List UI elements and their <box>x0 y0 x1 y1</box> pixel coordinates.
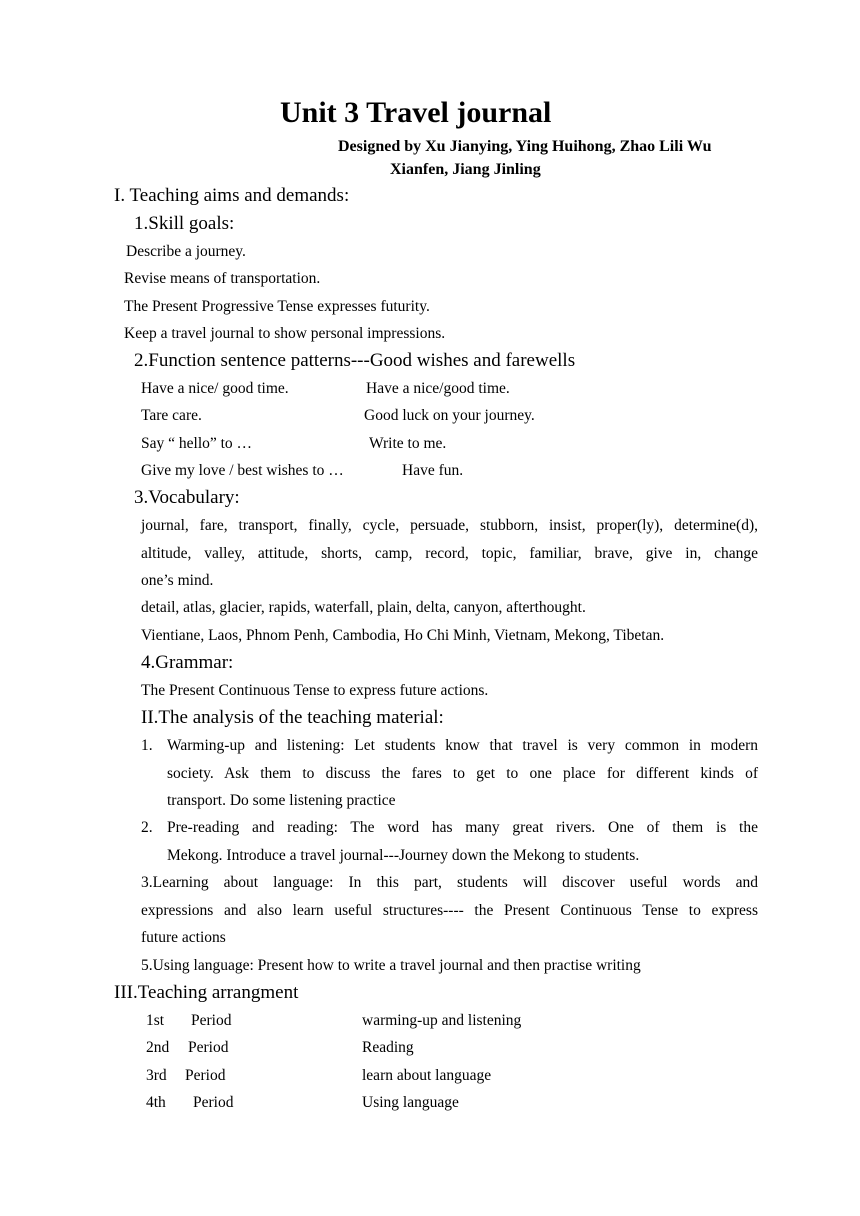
period-activity: learn about language <box>362 1067 492 1084</box>
section-2-heading: II.The analysis of the teaching material: <box>141 707 444 728</box>
period-label: Period <box>191 1012 232 1029</box>
grammar-text: The Present Continuous Tense to express future actions. <box>141 682 489 699</box>
analysis-item-2-line: Pre-reading and reading: The word has many great rivers. One of them is the <box>167 819 758 836</box>
period-label: Period <box>193 1094 234 1111</box>
pattern-left: Give my love / best wishes to … <box>141 462 344 479</box>
skill-goal-item: Describe a journey. <box>126 243 246 260</box>
analysis-item-1-line: transport. Do some listening practice <box>167 792 396 809</box>
period-activity: Using language <box>362 1094 459 1111</box>
vocabulary-line: altitude, valley, attitude, shorts, camp, record, topic, familiar, brave, give in, change <box>141 545 758 562</box>
vocabulary-line: one’s mind. <box>141 572 214 589</box>
analysis-item-1-line: society. Ask them to discuss the fares to get to one place for different kinds of <box>167 765 758 782</box>
pattern-right: Good luck on your journey. <box>364 407 535 424</box>
vocabulary-line: journal, fare, transport, finally, cycle, persuade, stubborn, insist, proper(ly), determine(d), <box>141 517 758 534</box>
section-1-heading: I. Teaching aims and demands: <box>114 185 350 206</box>
pattern-left: Tare care. <box>141 407 202 424</box>
analysis-item-3-line: expressions and also learn useful structures---- the Present Continuous Tense to express <box>141 902 758 919</box>
period-ordinal: 2nd <box>146 1039 170 1056</box>
authors-line-2: Xianfen, Jiang Jinling <box>390 161 541 178</box>
period-label: Period <box>185 1067 226 1084</box>
vocabulary-line: Vientiane, Laos, Phnom Penh, Cambodia, Ho Chi Minh, Vietnam, Mekong, Tibetan. <box>141 627 665 644</box>
vocabulary-heading: 3.Vocabulary: <box>134 487 240 508</box>
grammar-heading: 4.Grammar: <box>141 652 234 673</box>
period-activity: Reading <box>362 1039 414 1056</box>
vocabulary-line: detail, atlas, glacier, rapids, waterfall, plain, delta, canyon, afterthought. <box>141 599 586 616</box>
analysis-item-3-line: future actions <box>141 929 226 946</box>
analysis-item-5: 5.Using language: Present how to write a travel journal and then practise writing <box>141 957 641 974</box>
analysis-item-3-line: 3.Learning about language: In this part, students will discover useful words and <box>141 874 758 891</box>
pattern-left: Have a nice/ good time. <box>141 380 289 397</box>
list-number: 1. <box>141 737 153 754</box>
list-number: 2. <box>141 819 153 836</box>
pattern-right: Have fun. <box>402 462 464 479</box>
period-ordinal: 1st <box>146 1012 165 1029</box>
skill-goals-heading: 1.Skill goals: <box>134 213 235 234</box>
function-patterns-heading: 2.Function sentence patterns---Good wishes and farewells <box>134 350 576 371</box>
pattern-right: Have a nice/good time. <box>366 380 510 397</box>
skill-goal-item: Keep a travel journal to show personal impressions. <box>124 325 446 342</box>
pattern-left: Say “ hello” to … <box>141 435 253 452</box>
skill-goal-item: The Present Progressive Tense expresses futurity. <box>124 298 430 315</box>
document-title: Unit 3 Travel journal <box>280 96 552 129</box>
pattern-right: Write to me. <box>369 435 447 452</box>
analysis-item-1-line: Warming-up and listening: Let students know that travel is very common in modern <box>167 737 758 754</box>
authors-line-1: Designed by Xu Jianying, Ying Huihong, Zhao Lili Wu <box>338 138 712 155</box>
period-ordinal: 3rd <box>146 1067 167 1084</box>
period-ordinal: 4th <box>146 1094 166 1111</box>
period-label: Period <box>188 1039 229 1056</box>
analysis-item-2-line: Mekong. Introduce a travel journal---Journey down the Mekong to students. <box>167 847 640 864</box>
period-activity: warming-up and listening <box>362 1012 522 1029</box>
skill-goal-item: Revise means of transportation. <box>124 270 321 287</box>
section-3-heading: III.Teaching arrangment <box>114 982 299 1003</box>
